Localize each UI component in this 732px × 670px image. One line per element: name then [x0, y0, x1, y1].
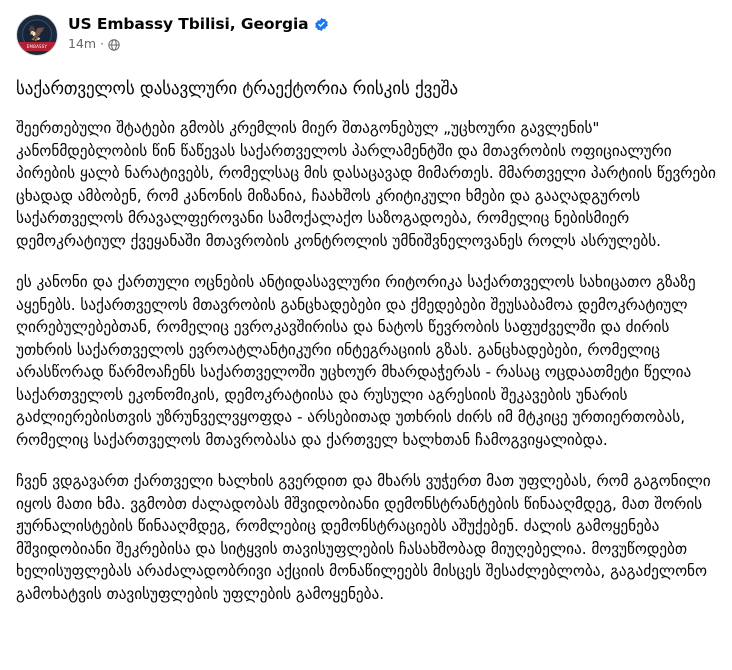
post-title: საქართველოს დასავლური ტრაექტორია რისკის ქვეშა: [16, 79, 459, 99]
post-header-text: [68, 14, 329, 52]
post-paragraph-2: ეს კანონი და ქართული ოცნების ანტიდასავლური რიტორიკა საქართველოს სახიცათო გზაზე აყენებს. საქართველოს მთავრობის განცხადებები და ქმედებები შეუსაბამოა დემოკრატიულ ღირებულებებთან, რომელიც ევროკავშირისა და ნატოს წევრობის საფუძველში და ძირის უთხრის საქართველოს ევროატლანტიკური ინტეგრაციის გზას. განცხადებები, რომელიც არასწორად წარმოაჩენს საქართველოში უცხოურ მხარდაჭერას - რასაც ოცდაათმეტი წელია საქართველოს ეკონომიკის, დემოკრატიისა და რუსული აგრესიის შეკავების უნარის გაძლიერებისთვის უზრუნველვყოფდა - არსებითად უთხრის ძირს იმ მტკიცე ურთიერთობას, რომელიც საქართველოს მთავრობასა და ქართველ ხალხთან ჩამოგვიყალიბდა.: [16, 273, 696, 449]
post-body: [16, 66, 716, 605]
avatar[interactable]: [16, 14, 58, 56]
avatar-band-label: EMBASSY: [26, 44, 48, 49]
author-row: [68, 15, 329, 34]
meta-separator: ·: [100, 37, 104, 51]
post-paragraph-1: შეერთებული შტატები გმობს კრემლის მიერ შთაგონებულ „უცხოური გავლენის" კანონმდებლობის წინ წაწევას საქართველოს პარლამენტში და მთავრობის ოფიციალური პირების ყალბ ნარატივებს, რომელსაც მის დასაცავად მიმართეს. მმართველი პარტიის წევრები ცხადად ამბობენ, რომ კანონის მიზანია, ჩაახშოს კრიტიკული ხმები და გააღადგუროს საქართველოს მრავალფეროვანი სამოქალაქო საზოგადოება, რომელიც ნებისმიერ დემოკრატიულ ქვეყანაში მთავრობის კონტროლის უმნიშვნელოვანეს როლს ასრულებს.: [16, 119, 716, 250]
post-paragraph-3: ჩვენ ვდგავართ ქართველი ხალხის გვერდით და მხარს ვუჭერთ მათ უფლებას, რომ გაგონილი იყოს მათი ხმა. ვგმობთ ძალადობას მშვიდობიანი დემონსტრანტების წინააღმდეგ, მათ შორის ჟურნალისტების წინააღმდეგ, რომლებიც დემონსტრაციებს აშუქებენ. ძალის გამოყენება მშვიდობიანი შეკრებისა და სიტყვის თავისუფლების ჩასახშობად მიუღებელია. მოვუწოდებთ ხელისუფლებას არაძალადობრივი აქციის მონაწილეებს მისცეს შესაძლებლობა, გაგაძელონო გამოხატვის თავისუფლების უფლების გამოყენება.: [16, 472, 711, 603]
post-timestamp[interactable]: 14m: [68, 36, 97, 51]
globe-icon[interactable]: [108, 39, 120, 51]
post-meta: [68, 36, 329, 52]
verified-badge-icon: [314, 17, 329, 32]
page-name[interactable]: US Embassy Tbilisi, Georgia: [68, 15, 309, 33]
post-header: [16, 10, 716, 66]
eagle-icon: 🦅: [27, 23, 47, 42]
avatar-band: [17, 42, 57, 51]
